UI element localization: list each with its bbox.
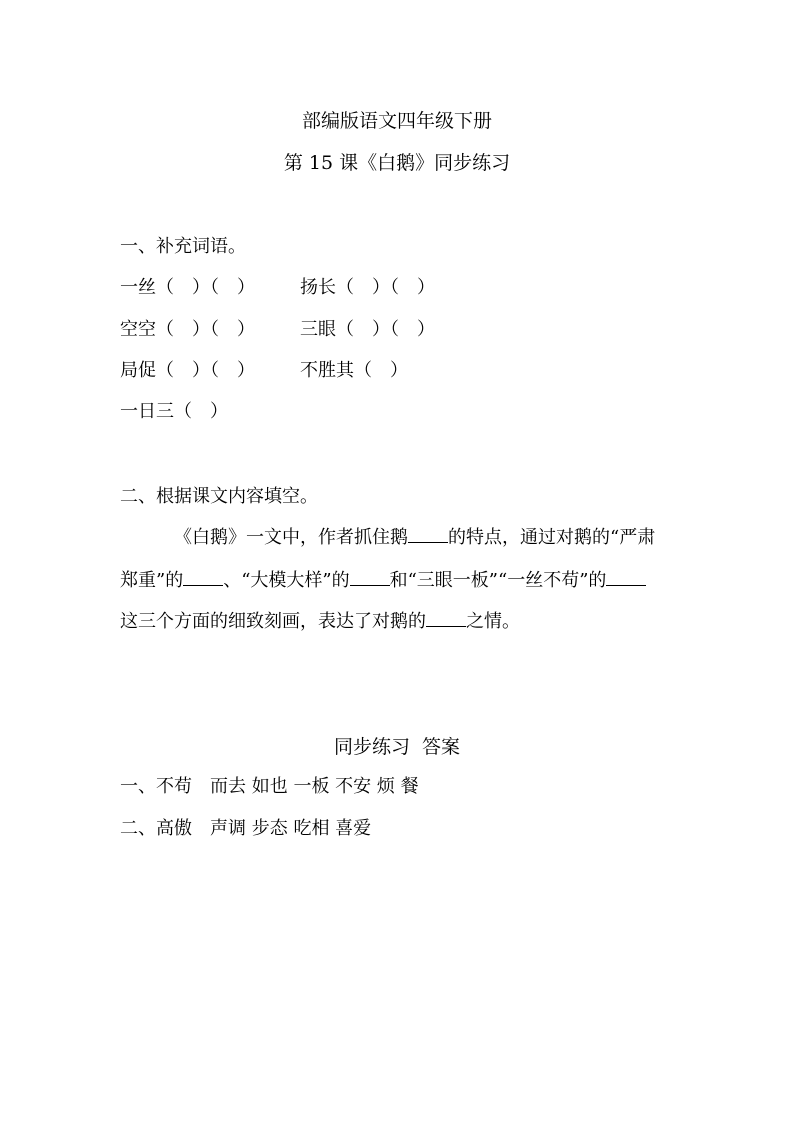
document-title: 部编版语文四年级下册: [301, 110, 492, 132]
blank-line: [350, 567, 390, 586]
text-segment: 和“三眼一板”“一丝不苟”的: [389, 570, 607, 591]
lesson-title: 第 15 课《白鹅》同步练习: [283, 152, 511, 174]
text-segment: 之情。: [466, 611, 520, 632]
text-segment: 《白鹅》一文中，作者抓住鹅: [174, 527, 408, 548]
fill-paragraph-line1: [174, 523, 655, 549]
section2-title: 二、根据课文内容填空。: [120, 486, 318, 507]
blank-line: [183, 567, 223, 586]
word-row: [120, 315, 680, 341]
fill-paragraph-line3: [120, 607, 520, 633]
section1-title: 一、补充词语。: [120, 236, 246, 257]
blank-line: [408, 524, 448, 543]
answers-title: 同步练习 答案: [333, 736, 461, 758]
text-segment: 这三个方面的细致刻画，表达了对鹅的: [120, 611, 426, 632]
word-item: 不胜其（ ）: [300, 360, 408, 381]
blank-line: [606, 567, 646, 586]
fill-paragraph-line2: [120, 566, 646, 592]
word-item: 一日三（ ）: [120, 401, 228, 422]
blank-line: [426, 608, 466, 627]
word-item: 一丝（ ）（ ）: [120, 277, 255, 298]
text-segment: 郑重”的: [120, 570, 184, 591]
word-row: [120, 397, 680, 423]
text-segment: 、“大模大样”的: [223, 570, 350, 591]
word-item: 空空（ ）（ ）: [120, 319, 255, 340]
answer-line-1: 一、不苟 而去 如也 一板 不安 烦 餐: [120, 776, 419, 797]
word-row: [120, 273, 680, 299]
word-item: 扬长（ ）（ ）: [300, 277, 435, 298]
word-item: 三眼（ ）（ ）: [300, 319, 435, 340]
word-item: 局促（ ）（ ）: [120, 360, 255, 381]
word-row: [120, 356, 680, 382]
text-segment: 的特点，通过对鹅的“严肃: [448, 527, 656, 548]
answer-line-2: 二、高傲 声调 步态 吃相 喜爱: [120, 818, 372, 839]
